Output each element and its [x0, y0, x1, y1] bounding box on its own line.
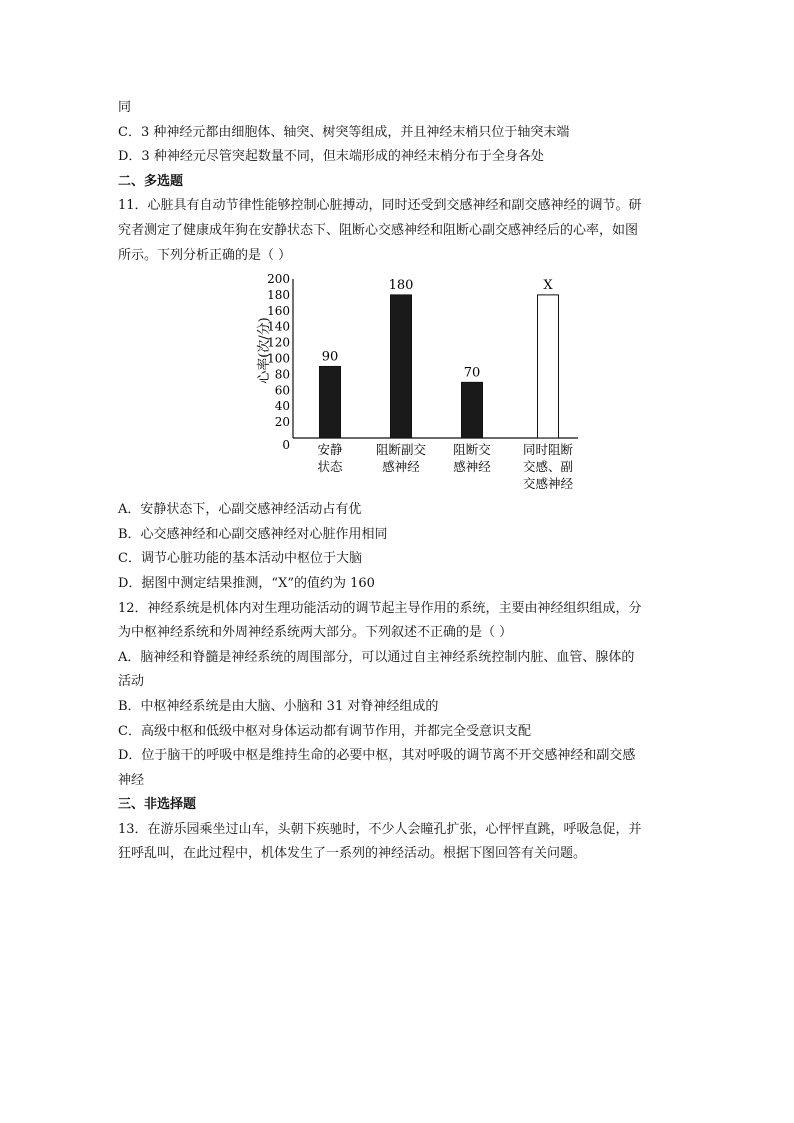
category-label: 感神经 [453, 459, 491, 475]
y-tick-label: 40 [274, 399, 290, 414]
y-axis-label: 心率(次/分) [257, 317, 272, 384]
y-tick-label: 140 [267, 319, 290, 334]
option-d: D．据图中测定结果推测，“X”的值约为 160 [118, 575, 375, 591]
question-11-line: 究者测定了健康成年狗在安静状态下、阻断心交感神经和阻断心副交感神经后的心率，如图 [118, 222, 639, 238]
question-13-line: 13．在游乐园乘坐过山车，头朝下疾驰时，不少人会瞳孔扩张，心怦怦直跳，呼吸急促，并 [118, 821, 642, 837]
option-a: A．安静状态下，心副交感神经活动占有优 [118, 502, 362, 518]
question-13-line: 狂呼乱叫，在此过程中，机体发生了一系列的神经活动。根据下图回答有关问题。 [118, 846, 587, 862]
heart-rate-bar-chart [118, 268, 678, 498]
option-b: B．中枢神经系统是由大脑、小脑和 31 对脊神经组成的 [118, 698, 439, 714]
text-line: 同 [118, 100, 132, 115]
y-tick-label: 200 [267, 272, 290, 287]
bar [538, 295, 559, 438]
option-b: B．心交感神经和心副交感神经对心脏作用相同 [118, 526, 388, 542]
bar-chart-svg [118, 268, 678, 498]
question-12-line: 12．神经系统是机体内对生理功能活动的调节起主导作用的系统，主要由神经组织组成，分 [118, 600, 642, 616]
y-tick-label: 120 [267, 335, 290, 350]
data-label: 180 [388, 278, 414, 294]
y-tick-label: 100 [267, 351, 290, 366]
option-a: A．脑神经和脊髓是神经系统的周围部分，可以通过自主神经系统控制内脏、血管、腺体的 [118, 649, 635, 665]
data-label: 90 [321, 349, 339, 365]
option-c: C．调节心脏功能的基本活动中枢位于大脑 [118, 551, 362, 567]
bar [462, 383, 483, 439]
option-c: C．3 种神经元都由细胞体、轴突、树突等组成，并且神经末梢只位于轴突末端 [118, 124, 570, 140]
question-12-line: 为中枢神经系统和外周神经系统两大部分。下列叙述不正确的是（ ） [118, 625, 513, 641]
option-c: C．高级中枢和低级中枢对身体运动都有调节作用，并都完全受意识支配 [118, 723, 531, 739]
y-tick-label: 60 [274, 383, 290, 398]
bar [320, 367, 341, 439]
section-heading-multi-choice: 二、多选题 [118, 173, 184, 189]
bar [391, 295, 412, 438]
category-label: 交感、副 [522, 459, 574, 475]
y-tick-label: 160 [267, 303, 290, 318]
y-tick-label: 80 [274, 367, 290, 382]
data-label: X [543, 278, 553, 294]
question-11-line: 所示。下列分析正确的是（ ） [118, 247, 292, 263]
data-label: 70 [463, 365, 481, 381]
document-page [118, 96, 678, 867]
category-label: 阻断交 [453, 442, 491, 458]
y-tick-label: 20 [274, 415, 290, 430]
category-label: 状态 [317, 459, 343, 475]
y-tick-label: 180 [267, 288, 290, 303]
category-label: 交感神经 [522, 476, 574, 492]
option-d: D．位于脑干的呼吸中枢是维持生命的必要中枢，其对呼吸的调节离不开交感神经和副交感 [118, 748, 636, 764]
option-d: D．3 种神经元尽管突起数量不同，但末端形成的神经末梢分布于全身各处 [118, 149, 544, 165]
category-label: 阻断副交 [375, 442, 427, 458]
option-d-continued: 神经 [118, 772, 145, 788]
y-tick-label: 0 [282, 438, 290, 453]
question-11-line: 11．心脏具有自动节律性能够控制心脏搏动，同时还受到交感神经和副交感神经的调节。研 [118, 198, 642, 214]
category-label: 感神经 [382, 459, 420, 475]
category-label: 同时阻断 [522, 442, 574, 458]
section-heading-non-choice: 三、非选择题 [118, 797, 197, 813]
option-a-continued: 活动 [118, 674, 145, 690]
category-label: 安静 [317, 442, 343, 458]
